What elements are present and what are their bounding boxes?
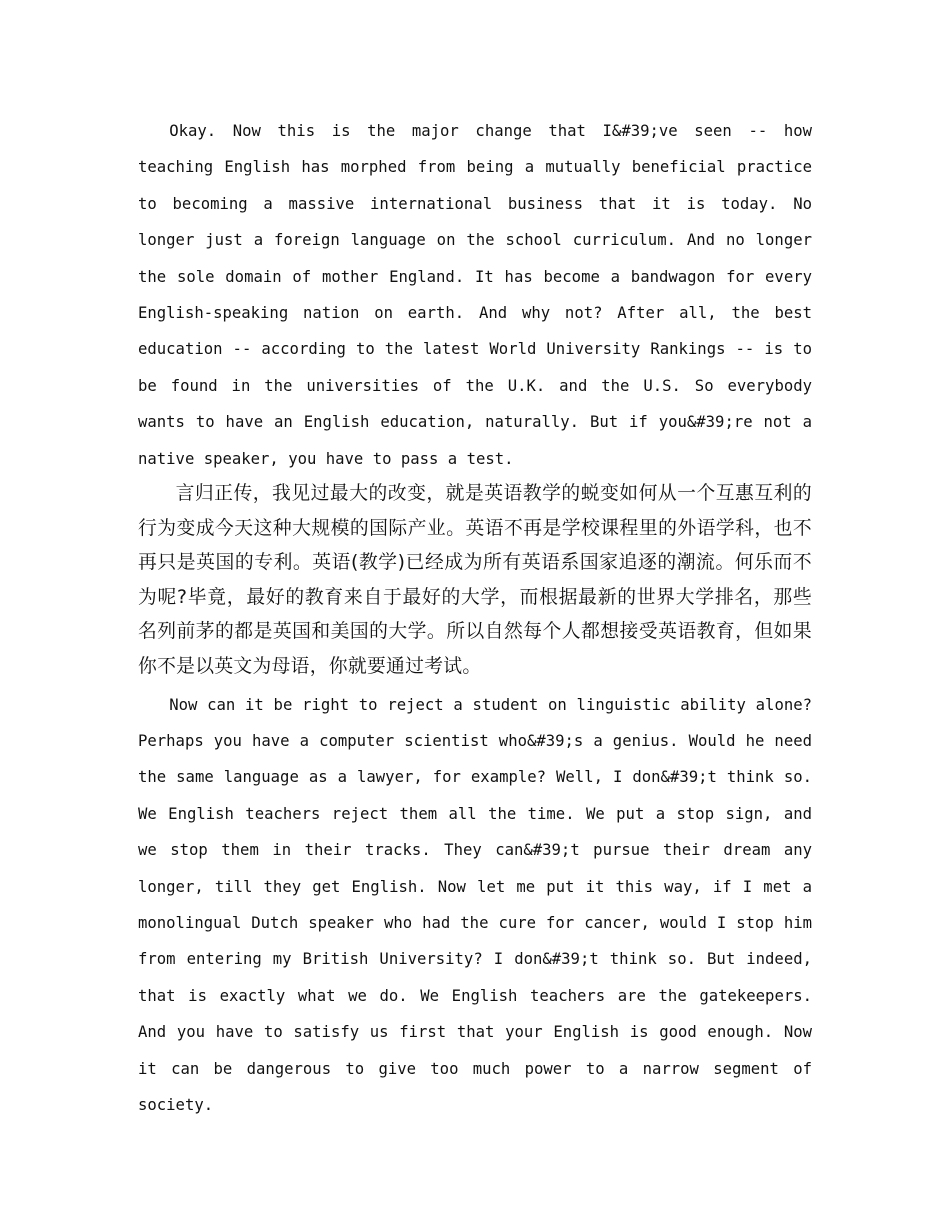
document-body xyxy=(138,113,812,1124)
paragraph-chinese: 言归正传，我见过最大的改变，就是英语教学的蜕变如何从一个互惠互利的行为变成今天这种大规模的国际产业。英语不再是学校课程里的外语学科，也不再只是英国的专利。英语(教学)已经成为所有英语系国家追逐的潮流。何乐而不为呢?毕竟，最好的教育来自于最好的大学，而根据最新的世界大学排名，那些名列前茅的都是英国和美国的大学。所以自然每个人都想接受英语教育，但如果你不是以英文为母语，你就要通过考试。 xyxy=(138,483,812,678)
paragraph-english-1: Okay. Now this is the major change that I&#39;ve seen -- how teaching English has morphed from being a mutually beneficial practice to becoming a massive international business that it is today. No longer just a foreign language on the school curriculum. And no longer the sole domain of mother England. It has become a bandwagon for every English-speaking nation on earth. And why not? After all, the best education -- according to the latest World University Rankings -- is to be found in the universities of the U.K. and the U.S. So everybody wants to have an English education, naturally. But if you&#39;re not a native speaker, you have to pass a test. xyxy=(138,122,812,468)
paragraph-english-2: Now can it be right to reject a student on linguistic ability alone? Perhaps you have a computer scientist who&#39;s a genius. Would he need the same language as a lawyer, for example? Well, I don&#39;t think so. We English teachers reject them all the time. We put a stop sign, and we stop them in their tracks. They can&#39;t pursue their dream any longer, till they get English. Now let me put it this way, if I met a monolingual Dutch speaker who had the cure for cancer, would I stop him from entering my British University? I don&#39;t think so. But indeed, that is exactly what we do. We English teachers are the gatekeepers. And you have to satisfy us first that your English is good enough. Now it can be dangerous to give too much power to a narrow segment of society. xyxy=(138,695,812,1115)
